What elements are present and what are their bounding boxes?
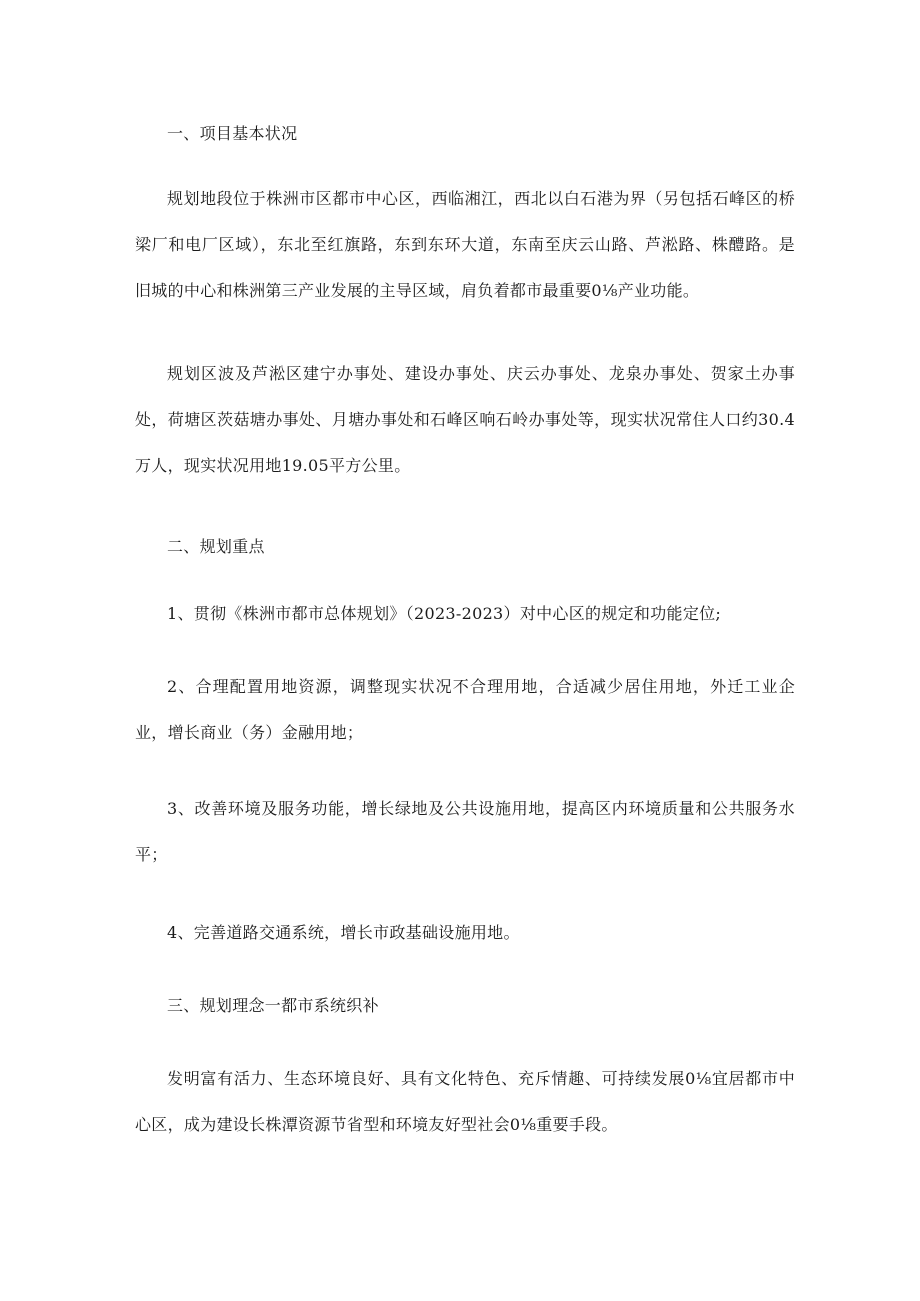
section-heading-2: 二、规划重点 bbox=[167, 537, 265, 556]
section-heading-1: 一、项目基本状况 bbox=[167, 124, 298, 143]
list-item-3: 3、改善环境及服务功能，增长绿地及公共设施用地，提高区内环境质量和公共服务水平； bbox=[135, 799, 795, 864]
paragraph-vision: 发明富有活力、生态环境良好、具有文化特色、充斥情趣、可持续发展0⅛宜居都市中心区，成为建设长株潭资源节省型和环境友好型社会0⅛重要手段。 bbox=[135, 1069, 795, 1134]
paragraph-location: 规划地段位于株洲市区都市中心区，西临湘江，西北以白石港为界（另包括石峰区的桥梁厂和电厂区域），东北至红旗路，东到东环大道，东南至庆云山路、芦淞路、株醴路。是旧城的中心和株洲第三产业发展的主导区域，肩负着都市最重要0⅛产业功能。 bbox=[135, 189, 795, 300]
paragraph-population: 规划区波及芦淞区建宁办事处、建设办事处、庆云办事处、龙泉办事处、贺家土办事处，荷塘区茨菇塘办事处、月塘办事处和石峰区响石岭办事处等，现实状况常住人口约30.4万人，现实状况用地19.05平方公里。 bbox=[135, 364, 795, 475]
list-item-4: 4、完善道路交通系统，增长市政基础设施用地。 bbox=[167, 923, 520, 942]
list-item-1: 1、贯彻《株洲市都市总体规划》（2023-2023）对中心区的规定和功能定位; bbox=[167, 604, 722, 623]
list-item-2: 2、合理配置用地资源，调整现实状况不合理用地，合适减少居住用地，外迁工业企业，增长商业（务）金融用地； bbox=[135, 677, 795, 742]
section-heading-3: 三、规划理念一都市系统织补 bbox=[167, 996, 379, 1015]
